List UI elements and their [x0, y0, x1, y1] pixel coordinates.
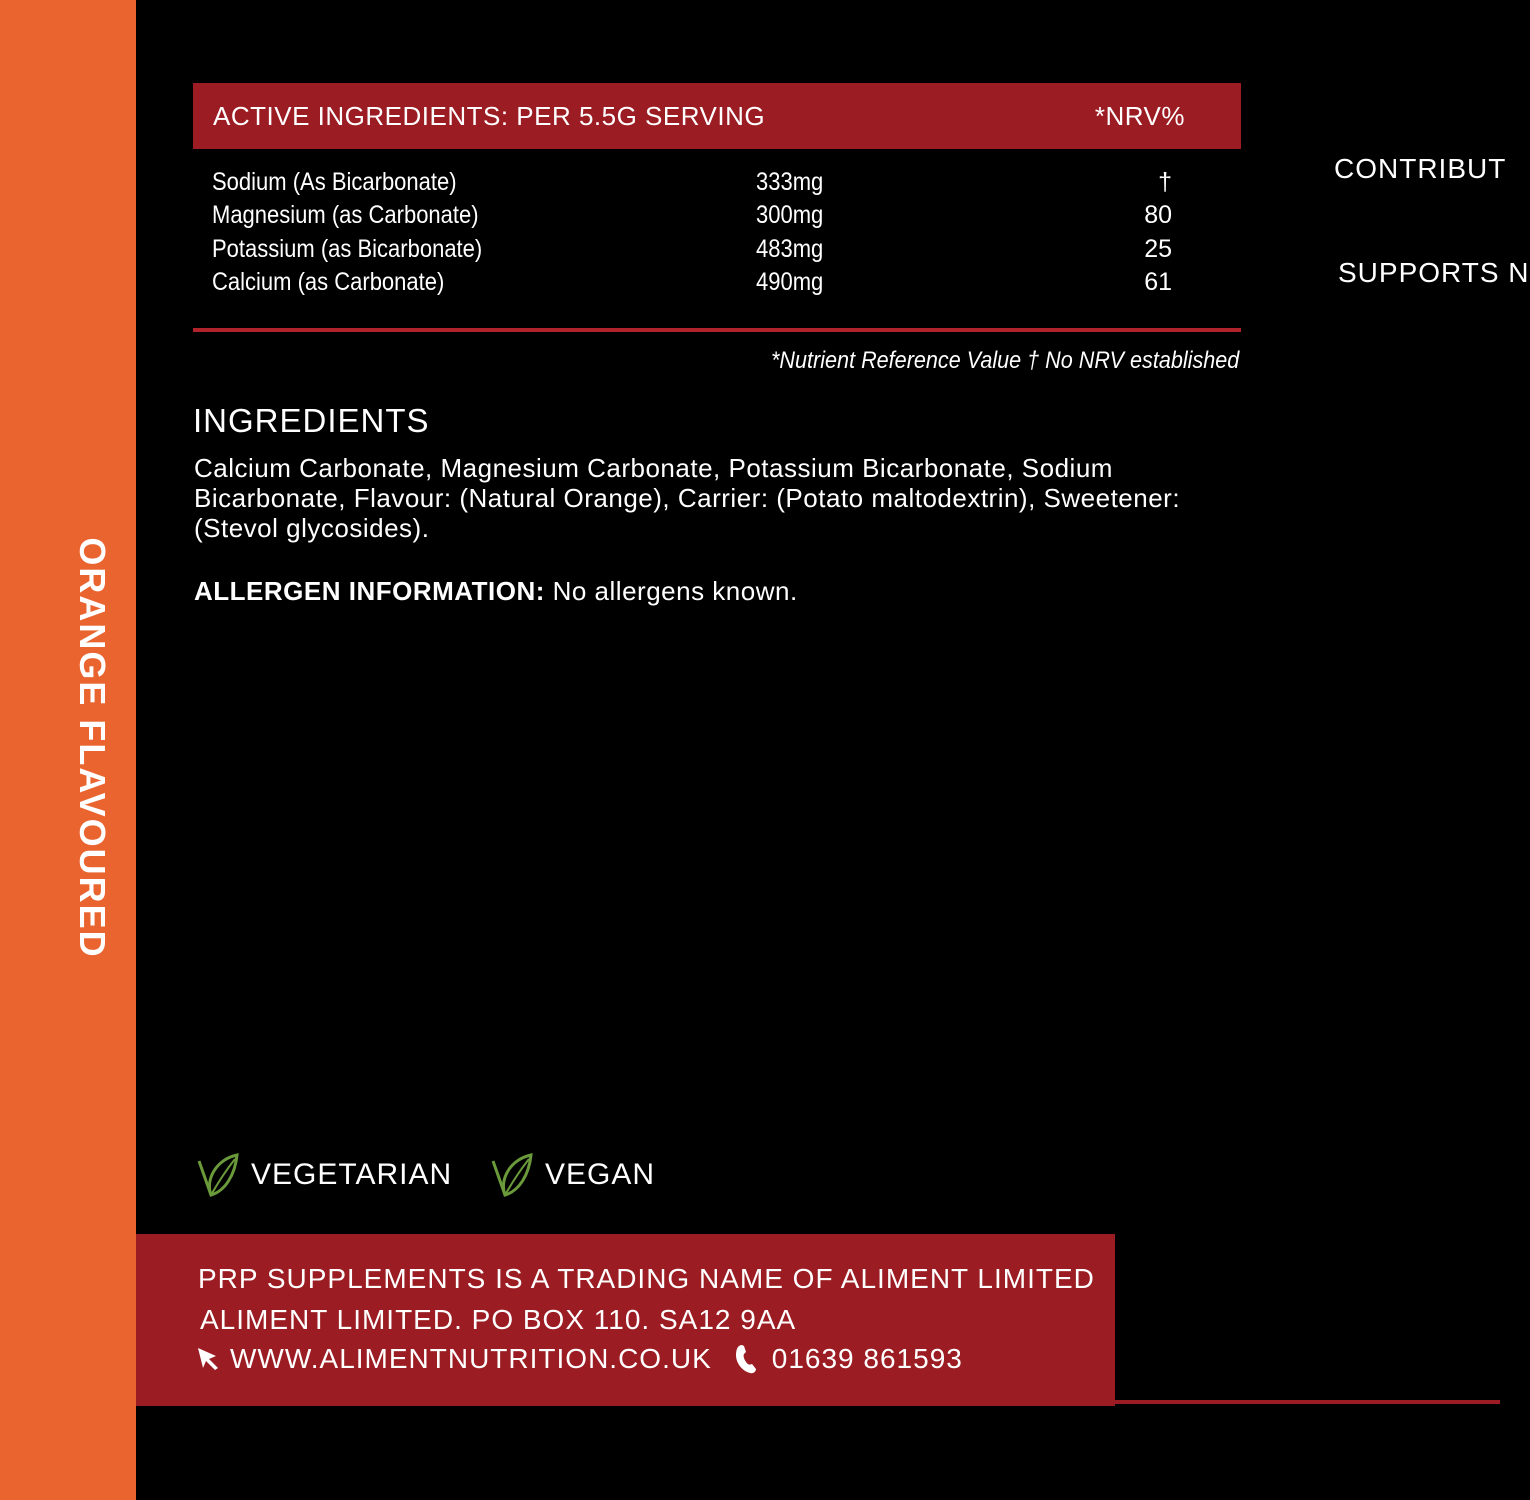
nutrition-row: [212, 268, 1172, 302]
address-line: ALIMENT LIMITED. PO BOX 110. SA12 9AA: [200, 1304, 797, 1335]
vegetarian-badge: [195, 1150, 452, 1200]
nrv-column-header: *NRV%: [1094, 101, 1185, 131]
leaf-icon: [489, 1151, 533, 1199]
nutrition-row: [212, 168, 1172, 202]
vegan-badge: [489, 1150, 655, 1200]
nutrition-row: [212, 235, 1172, 269]
allergen-label: ALLERGEN INFORMATION:: [194, 576, 545, 606]
nutrient-amount: 300mg: [756, 201, 824, 229]
nutrient-nrv: 61: [1144, 268, 1172, 296]
nutrition-table-header: [193, 83, 1241, 149]
trading-name-line: PRP SUPPLEMENTS IS A TRADING NAME OF ALIMENT LIMITED: [198, 1263, 1095, 1294]
vegetarian-label: VEGETARIAN: [251, 1158, 453, 1191]
orange-side-band: [0, 0, 136, 1500]
vegan-label: VEGAN: [545, 1158, 656, 1191]
leaf-icon: [195, 1151, 239, 1199]
nutrient-name: Calcium (as Carbonate): [212, 268, 445, 296]
flavour-label: ORANGE FLAVOURED: [72, 537, 113, 959]
nutrient-name: Magnesium (as Carbonate): [212, 201, 479, 229]
right-panel-text-1: CONTRIBUT: [1334, 153, 1507, 184]
right-panel-text-2: SUPPORTS N: [1338, 257, 1530, 288]
ingredients-heading: INGREDIENTS: [193, 402, 430, 439]
footer-rule: [1115, 1400, 1500, 1404]
table-bottom-rule: [193, 328, 1241, 332]
nrv-footnote: *Nutrient Reference Value † No NRV established: [770, 347, 1239, 374]
nutrient-name: Potassium (as Bicarbonate): [212, 235, 483, 263]
nutrient-amount: 483mg: [756, 235, 824, 263]
nutrition-row: [212, 201, 1172, 235]
nutrient-nrv: 80: [1144, 201, 1172, 229]
phone-number[interactable]: 01639 861593: [771, 1343, 963, 1374]
allergen-info: [194, 576, 798, 607]
nutrient-nrv: 25: [1144, 235, 1172, 263]
nutrient-nrv: †: [1158, 168, 1172, 196]
phone-icon: [734, 1343, 764, 1375]
nutrient-amount: 490mg: [756, 268, 824, 296]
contact-row: [196, 1343, 963, 1375]
ingredients-text: Calcium Carbonate, Magnesium Carbonate, Potassium Bicarbonate, Sodium Bicarbonate, Flavour: (Natural Orange), Carrier: (Potato maltodextrin), Sweetener: (Stevol glycosides).: [194, 453, 1181, 543]
nutrition-table-title: ACTIVE INGREDIENTS: PER 5.5G SERVING: [213, 101, 766, 131]
allergen-value: No allergens known.: [544, 576, 798, 606]
nutrient-amount: 333mg: [756, 168, 824, 196]
cursor-icon: [196, 1346, 222, 1372]
website-link[interactable]: WWW.ALIMENTNUTRITION.CO.UK: [230, 1343, 712, 1374]
nutrient-name: Sodium (As Bicarbonate): [212, 168, 457, 196]
